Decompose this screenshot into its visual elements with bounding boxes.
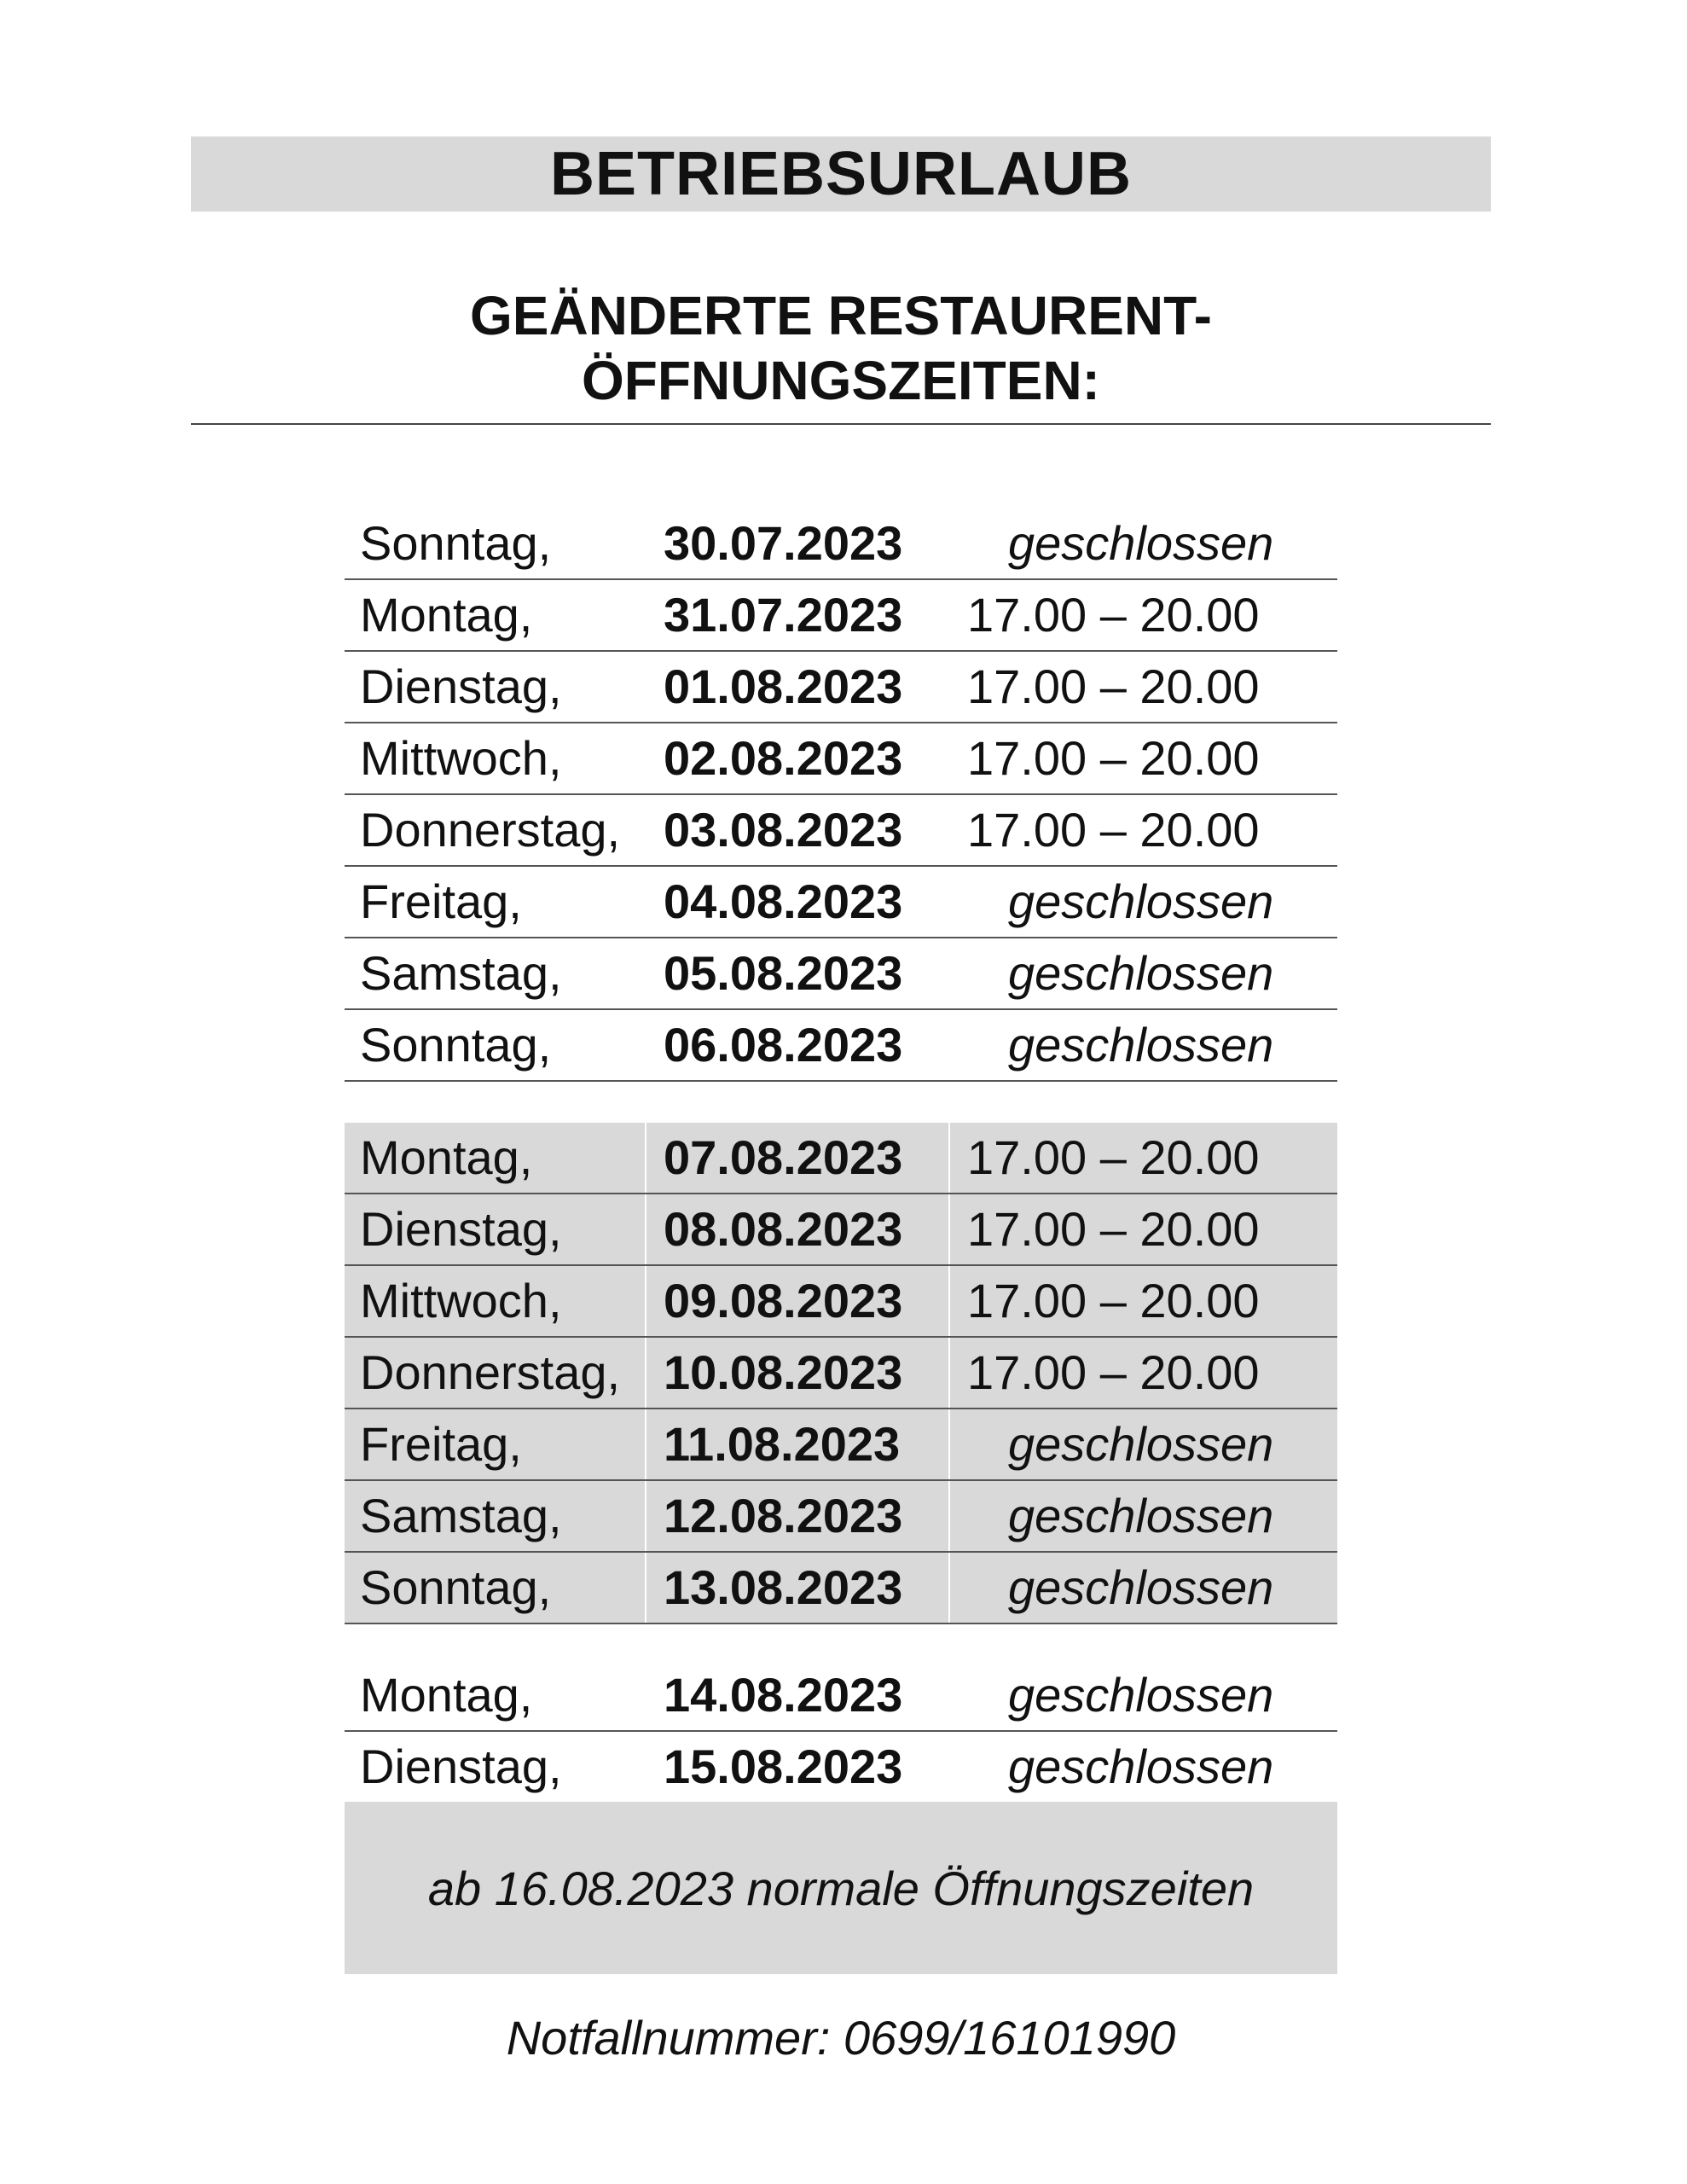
day-label: Montag, xyxy=(360,1668,533,1722)
subtitle xyxy=(191,283,1491,413)
schedule-week-1 xyxy=(345,508,1337,1082)
hours-label: geschlossen xyxy=(1008,1560,1274,1614)
schedule-row xyxy=(345,795,1337,867)
date-label: 13.08.2023 xyxy=(664,1560,903,1614)
day-label: Samstag, xyxy=(360,1489,562,1542)
hours-label: geschlossen xyxy=(1008,1417,1274,1471)
hours-label: geschlossen xyxy=(1008,1018,1274,1072)
day-label: Freitag, xyxy=(360,874,522,928)
day-label: Mittwoch, xyxy=(360,1274,562,1327)
date-label: 06.08.2023 xyxy=(664,1018,903,1072)
schedule-row xyxy=(345,1338,1337,1409)
schedule-row xyxy=(345,867,1337,938)
date-label: 02.08.2023 xyxy=(664,731,903,785)
title-band xyxy=(191,136,1491,212)
day-label: Dienstag, xyxy=(360,1202,562,1256)
date-label: 31.07.2023 xyxy=(664,588,903,642)
schedule-row xyxy=(345,1010,1337,1082)
schedule-row xyxy=(345,508,1337,580)
schedule-week-2 xyxy=(345,1123,1337,1624)
hours-label: geschlossen xyxy=(1008,516,1274,570)
schedule-row xyxy=(345,723,1337,795)
day-label: Donnerstag, xyxy=(360,803,621,857)
date-label: 01.08.2023 xyxy=(664,659,903,713)
normal-hours-note: ab 16.08.2023 normale Öffnungszeiten xyxy=(345,1802,1337,1974)
hours-label: 17.00 – 20.00 xyxy=(967,1274,1260,1327)
schedule-row xyxy=(345,1660,1337,1732)
schedule-row xyxy=(345,938,1337,1010)
day-label: Samstag, xyxy=(360,946,562,1000)
day-label: Sonntag, xyxy=(360,516,552,570)
schedule-row xyxy=(345,1123,1337,1194)
day-label: Sonntag, xyxy=(360,1018,552,1072)
hours-label: geschlossen xyxy=(1008,946,1274,1000)
hours-label: 17.00 – 20.00 xyxy=(967,1202,1260,1256)
day-label: Mittwoch, xyxy=(360,731,562,785)
day-label: Montag, xyxy=(360,588,533,642)
subtitle-line-1: GEÄNDERTE RESTAURENT- xyxy=(470,285,1212,346)
day-label: Donnerstag, xyxy=(360,1345,621,1399)
schedule-row xyxy=(345,1553,1337,1624)
subtitle-line-2: ÖFFNUNGSZEITEN: xyxy=(582,350,1100,411)
date-label: 12.08.2023 xyxy=(664,1489,903,1542)
date-label: 07.08.2023 xyxy=(664,1130,903,1184)
date-label: 14.08.2023 xyxy=(664,1668,903,1722)
hours-label: geschlossen xyxy=(1008,1740,1274,1793)
date-label: 11.08.2023 xyxy=(664,1417,901,1471)
hours-label: 17.00 – 20.00 xyxy=(967,588,1260,642)
hours-label: 17.00 – 20.00 xyxy=(967,731,1260,785)
day-label: Montag, xyxy=(360,1130,533,1184)
schedule-row xyxy=(345,1194,1337,1266)
day-label: Freitag, xyxy=(360,1417,522,1471)
schedule-row xyxy=(345,580,1337,652)
schedule-row xyxy=(345,1409,1337,1481)
date-label: 03.08.2023 xyxy=(664,803,903,857)
hours-label: geschlossen xyxy=(1008,1489,1274,1542)
date-label: 15.08.2023 xyxy=(664,1740,903,1793)
date-label: 08.08.2023 xyxy=(664,1202,903,1256)
schedule-week-3 xyxy=(345,1660,1337,1804)
page-title: BETRIEBSURLAUB xyxy=(549,140,1132,208)
date-label: 30.07.2023 xyxy=(664,516,903,570)
hours-label: 17.00 – 20.00 xyxy=(967,1345,1260,1399)
hours-label: 17.00 – 20.00 xyxy=(967,659,1260,713)
day-label: Sonntag, xyxy=(360,1560,552,1614)
hours-label: geschlossen xyxy=(1008,874,1274,928)
emergency-number: Notfallnummer: 0699/16101990 xyxy=(506,2011,1176,2065)
divider xyxy=(191,423,1491,425)
schedule-row xyxy=(345,1732,1337,1804)
date-label: 09.08.2023 xyxy=(664,1274,903,1327)
schedule-row xyxy=(345,1266,1337,1338)
date-label: 04.08.2023 xyxy=(664,874,903,928)
hours-label: 17.00 – 20.00 xyxy=(967,803,1260,857)
schedule-row xyxy=(345,652,1337,723)
hours-label: geschlossen xyxy=(1008,1668,1274,1722)
day-label: Dienstag, xyxy=(360,659,562,713)
date-label: 05.08.2023 xyxy=(664,946,903,1000)
schedule-row xyxy=(345,1481,1337,1553)
date-label: 10.08.2023 xyxy=(664,1345,903,1399)
day-label: Dienstag, xyxy=(360,1740,562,1793)
hours-label: 17.00 – 20.00 xyxy=(967,1130,1260,1184)
